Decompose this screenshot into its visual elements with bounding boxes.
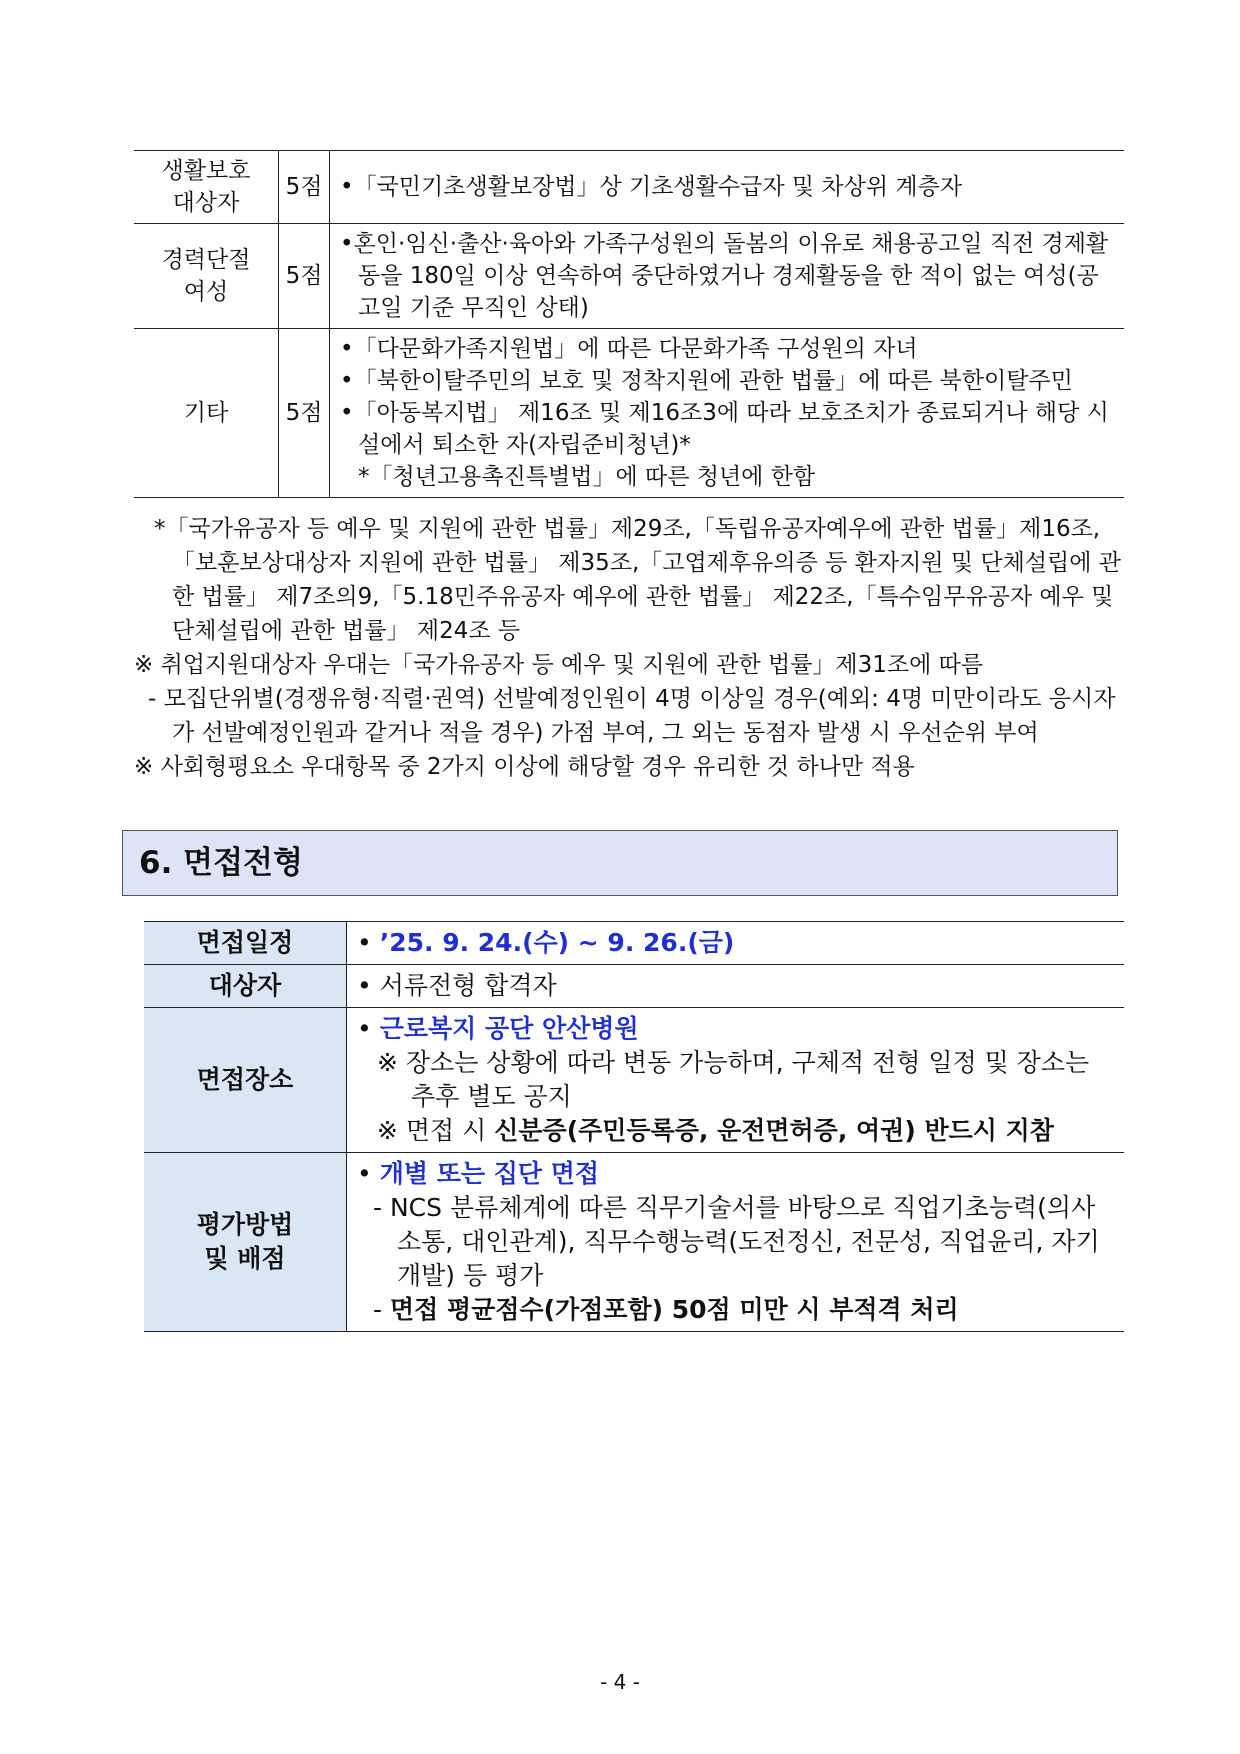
page-number: - 4 - (600, 1670, 640, 1694)
bullet-icon: • (357, 1159, 372, 1188)
target-cell (347, 965, 1125, 1008)
table-row (134, 224, 1124, 329)
bonus-points-table (134, 150, 1124, 498)
table-row (144, 922, 1124, 965)
points-cell: 5점 (279, 151, 330, 224)
bullet-icon: • (357, 971, 372, 1000)
criteria-item: •「북한이탈주민의 보호 및 정착지원에 관한 법률」에 따른 북한이탈주민 (340, 368, 1073, 394)
criteria-cell (330, 151, 1125, 224)
criteria-item: •「아동복지법」 제16조 및 제16조3에 따라 보호조치가 종료되거나 해당 시설에서 퇴소한 자(자립준비청년)* (340, 400, 1109, 458)
bullet-icon: • (357, 1014, 372, 1043)
points-cell: 5점 (279, 224, 330, 329)
target-value: 서류전형 합격자 (379, 971, 557, 1000)
interview-dates: ’25. 9. 24.(수) ~ 9. 26.(금) (379, 928, 735, 957)
evaluation-type: 개별 또는 집단 면접 (379, 1159, 600, 1188)
points-cell: 5점 (279, 329, 330, 498)
table-row (134, 329, 1124, 498)
category-cell: 경력단절 여성 (134, 224, 279, 329)
fail-threshold-text: 면접 평균점수(가점포함) 50점 미만 시 부적격 처리 (389, 1295, 959, 1324)
table-row (144, 1153, 1124, 1332)
note-single-item-rule: ※ 사회형평요소 우대항목 중 2가지 이상에 해당할 경우 유리한 것 하나만 적용 (134, 754, 915, 780)
venue-change-note: ※ 장소는 상황에 따라 변동 가능하며, 구체적 전형 일정 및 장소는 추후 별도 공지 (377, 1048, 1090, 1111)
evaluation-cell (347, 1153, 1125, 1332)
section-title: 6. 면접전형 (139, 845, 303, 881)
table-row (144, 1008, 1124, 1153)
criteria-cell (330, 329, 1125, 498)
note-employment-support: ※ 취업지원대상자 우대는「국가유공자 등 예우 및 지원에 관한 법률」제31조에 따름 (134, 652, 984, 678)
interview-table (144, 921, 1124, 1332)
id-required-note: ※ 면접 시 신분증(주민등록증, 운전면허증, 여권) 반드시 지참 (377, 1116, 1054, 1145)
schedule-cell (347, 922, 1125, 965)
fail-threshold-note: - 면접 평균점수(가점포함) 50점 미만 시 부적격 처리 (373, 1295, 959, 1324)
table-row (134, 151, 1124, 224)
table-row (144, 965, 1124, 1008)
venue-cell (347, 1008, 1125, 1153)
venue-name: 근로복지 공단 안산병원 (379, 1014, 639, 1043)
row-label-schedule: 면접일정 (144, 922, 347, 965)
row-label-evaluation: 평가방법 및 배점 (144, 1153, 347, 1332)
row-label-target: 대상자 (144, 965, 347, 1008)
row-label-venue: 면접장소 (144, 1008, 347, 1153)
criteria-footnote: *「청년고용촉진특별법」에 따른 청년에 한함 (358, 464, 816, 490)
section-header-interview (122, 830, 1118, 896)
id-required-text: 신분증(주민등록증, 운전면허증, 여권) 반드시 지참 (494, 1116, 1054, 1145)
note-bonus-condition: - 모집단위별(경쟁유형·직렬·권역) 선발예정인원이 4명 이상일 경우(예외: 4명 미만이라도 응시자가 선발예정인원과 같거나 적을 경우) 가점 부여, 그 외는 동점자 발생 시 우선순위 부여 (148, 686, 1116, 746)
criteria-item: •혼인·임신·출산·육아와 가족구성원의 돌봄의 이유로 채용공고일 직전 경제활동을 180일 이상 연속하여 중단하였거나 경제활동을 한 적이 없는 여성(공고일 기준 무직인 상태) (340, 231, 1109, 321)
notes-block (134, 512, 1124, 784)
criteria-cell (330, 224, 1125, 329)
category-cell: 생활보호 대상자 (134, 151, 279, 224)
evaluation-criteria: - NCS 분류체계에 따른 직무기술서를 바탕으로 직업기초능력(의사소통, 대인관계), 직무수행능력(도전정신, 전문성, 직업윤리, 자기개발) 등 평가 (373, 1193, 1100, 1290)
bullet-icon: • (357, 928, 372, 957)
category-cell: 기타 (134, 329, 279, 498)
criteria-item: •「다문화가족지원법」에 따른 다문화가족 구성원의 자녀 (340, 336, 918, 362)
criteria-item: •「국민기초생활보장법」상 기초생활수급자 및 차상위 계층자 (340, 174, 963, 200)
note-veterans-laws: *「국가유공자 등 예우 및 지원에 관한 법률」제29조,「독립유공자예우에 관한 법률」제16조,「보훈보상대상자 지원에 관한 법률」 제35조,「고엽제후유의증 등 환자지원 및 단체설립에 관한 법률」 제7조의9,「5.18민주유공자 예우에 관한 법률」 제22조,「특수임무유공자 예우 및 단체설립에 관한 법률」 제24조 등 (154, 516, 1122, 644)
